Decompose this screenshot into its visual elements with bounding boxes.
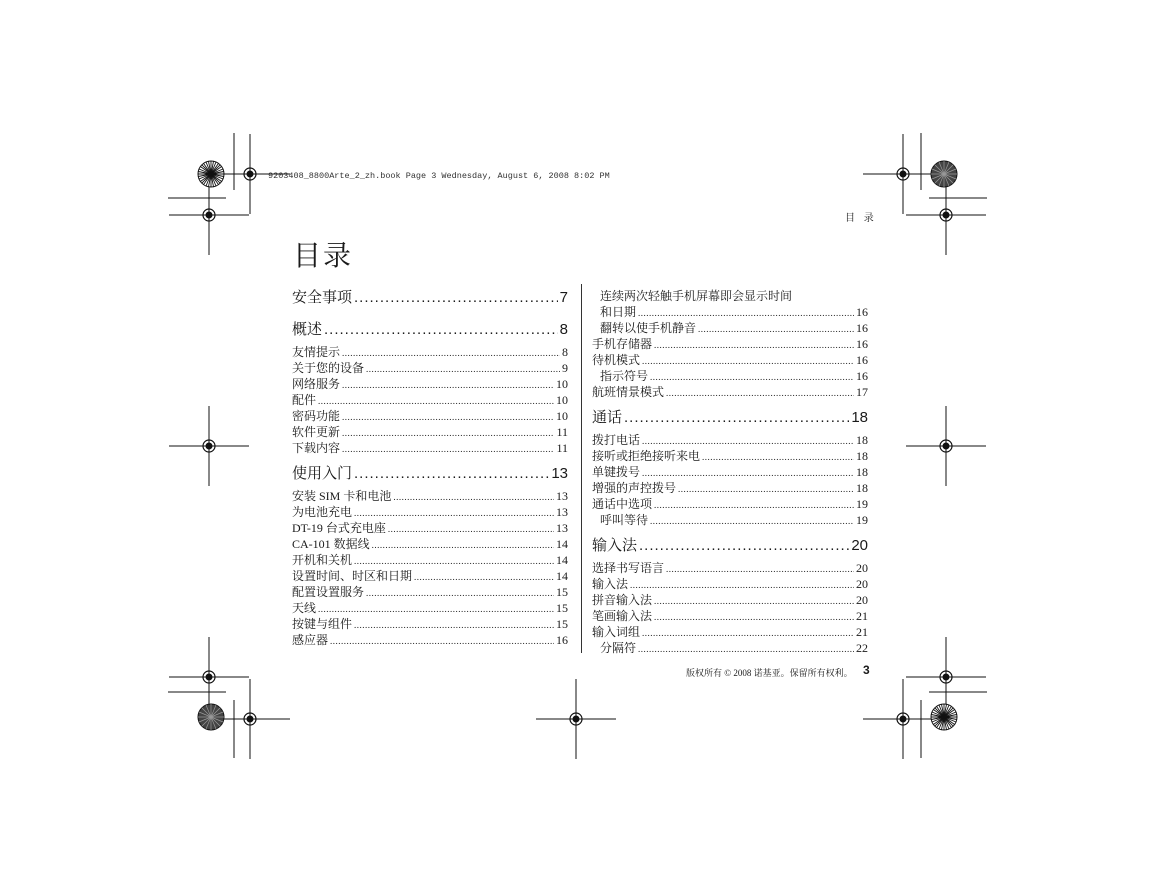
toc-chapter-title: 输入法 — [592, 537, 638, 554]
toc-entry-title: 拼音输入法 — [592, 593, 653, 607]
toc-leader — [642, 353, 854, 369]
toc-leader — [638, 305, 854, 321]
toc-entry[interactable] — [292, 376, 568, 392]
toc-page-number: 7 — [559, 289, 568, 306]
toc-page-number: 10 — [556, 409, 568, 423]
toc-entry[interactable] — [592, 624, 868, 640]
toc-leader — [354, 553, 554, 569]
toc-page-number: 9 — [562, 361, 568, 375]
toc-entry[interactable] — [592, 336, 868, 352]
toc-entry-title: 为电池充电 — [292, 505, 353, 519]
toc-page-number: 8 — [559, 321, 568, 338]
toc-page-number: 11 — [556, 441, 568, 455]
toc-entry[interactable] — [292, 568, 568, 584]
toc-entry[interactable] — [592, 592, 868, 608]
toc-leader — [666, 561, 854, 577]
toc-column-right — [592, 288, 868, 656]
toc-leader — [372, 537, 554, 553]
toc-entry-title: 拨打电话 — [592, 433, 641, 447]
toc-page-number: 13 — [551, 465, 568, 482]
toc-page-number: 16 — [556, 633, 568, 647]
toc-chapter-title: 通话 — [592, 409, 623, 426]
toc-entry[interactable] — [592, 480, 868, 496]
toc-page-number: 17 — [856, 385, 868, 399]
toc-leader — [702, 449, 854, 465]
toc-leader — [624, 408, 849, 428]
toc-entry[interactable] — [592, 304, 868, 320]
toc-page-number: 16 — [856, 305, 868, 319]
toc-entry-title: 软件更新 — [292, 425, 341, 439]
toc-entry-title: 输入词组 — [592, 625, 641, 639]
toc-entry[interactable] — [292, 584, 568, 600]
toc-entry[interactable] — [292, 616, 568, 632]
toc-entry[interactable] — [292, 488, 568, 504]
toc-chapter-title: 安全事项 — [292, 289, 353, 306]
toc-entry-title: 配件 — [292, 393, 317, 407]
toc-leader — [654, 593, 854, 609]
toc-leader — [318, 601, 554, 617]
toc-entry-title: 关于您的设备 — [292, 361, 365, 375]
toc-leader — [342, 377, 554, 393]
toc-leader — [698, 321, 854, 337]
toc-entry-title: 通话中选项 — [592, 497, 653, 511]
toc-entry[interactable] — [292, 424, 568, 440]
toc-page-number: 16 — [856, 353, 868, 367]
toc-leader — [639, 536, 849, 556]
toc-page-number: 15 — [556, 585, 568, 599]
toc-page-number: 20 — [856, 593, 868, 607]
toc-entry[interactable] — [292, 504, 568, 520]
toc-entry[interactable] — [592, 448, 868, 464]
toc-leader — [630, 577, 854, 593]
toc-leader — [393, 489, 554, 505]
toc-entry-title: 呼叫等待 — [600, 513, 649, 527]
toc-entry-line[interactable]: 连续两次轻触手机屏幕即会显示时间 — [600, 289, 793, 303]
toc-entry-title: CA-101 数据线 — [292, 537, 370, 551]
toc-page-number: 8 — [562, 345, 568, 359]
toc-entry[interactable] — [292, 536, 568, 552]
toc-chapter[interactable] — [292, 464, 568, 484]
toc-page-number: 10 — [556, 377, 568, 391]
toc-entry[interactable] — [292, 440, 568, 456]
page-number: 3 — [863, 663, 870, 677]
toc-entry-title: 下载内容 — [292, 441, 341, 455]
toc-entry[interactable] — [292, 360, 568, 376]
toc-leader — [342, 425, 554, 441]
toc-entry-title: 手机存储器 — [592, 337, 653, 351]
section-gap — [292, 456, 568, 464]
toc-page-number: 15 — [556, 601, 568, 615]
toc-leader — [666, 385, 854, 401]
toc-leader — [342, 409, 554, 425]
toc-entry-title: 航班情景模式 — [592, 385, 665, 399]
toc-entry[interactable] — [292, 552, 568, 568]
toc-chapter[interactable] — [292, 320, 568, 340]
toc-entry-title: 设置时间、时区和日期 — [292, 569, 413, 583]
toc-page-number: 14 — [556, 569, 568, 583]
toc-leader — [414, 569, 554, 585]
toc-leader — [318, 393, 554, 409]
toc-page-number: 16 — [856, 321, 868, 335]
toc-page-number: 22 — [856, 641, 868, 655]
toc-entry-title: 密码功能 — [292, 409, 341, 423]
toc-page-number: 21 — [856, 625, 868, 639]
toc-leader — [654, 609, 854, 625]
toc-leader — [366, 361, 560, 377]
section-gap — [592, 400, 868, 408]
toc-page-number: 18 — [856, 449, 868, 463]
toc-page-number: 18 — [856, 433, 868, 447]
toc-leader — [638, 641, 854, 657]
toc-entry[interactable] — [292, 392, 568, 408]
toc-entry-title: 网络服务 — [292, 377, 341, 391]
toc-leader — [342, 441, 554, 457]
toc-entry-title: 和日期 — [600, 305, 637, 319]
toc-chapter[interactable] — [592, 408, 868, 428]
toc-entry[interactable] — [592, 576, 868, 592]
section-gap — [592, 528, 868, 536]
toc-leader — [354, 617, 554, 633]
toc-entry-title: 单键拨号 — [592, 465, 641, 479]
toc-leader — [388, 521, 554, 537]
toc-leader — [342, 345, 560, 361]
toc-entry-title: 待机模式 — [592, 353, 641, 367]
toc-entry[interactable] — [292, 600, 568, 616]
page-title: 目录 — [293, 240, 354, 271]
toc-page-number: 20 — [856, 577, 868, 591]
toc-page-number: 18 — [851, 409, 868, 426]
toc-leader — [354, 505, 554, 521]
toc-entry[interactable] — [592, 608, 868, 624]
toc-leader — [324, 320, 558, 340]
toc-chapter[interactable] — [592, 536, 868, 556]
toc-entry[interactable] — [292, 632, 568, 648]
toc-entry[interactable] — [292, 408, 568, 424]
toc-page-number: 19 — [856, 497, 868, 511]
toc-entry-title: 天线 — [292, 601, 317, 615]
toc-entry-title: 感应器 — [292, 633, 329, 647]
toc-entry[interactable] — [592, 560, 868, 576]
toc-page-number: 10 — [556, 393, 568, 407]
toc-leader — [354, 288, 558, 308]
toc-page-number: 16 — [856, 337, 868, 351]
toc-page-number: 13 — [556, 489, 568, 503]
toc-leader — [642, 433, 854, 449]
toc-chapter-title: 使用入门 — [292, 465, 353, 482]
toc-leader — [366, 585, 554, 601]
toc-entry-title: 友情提示 — [292, 345, 341, 359]
toc-entry-title: 笔画输入法 — [592, 609, 653, 623]
toc-entry-title: 按键与组件 — [292, 617, 353, 631]
print-file-header: 9203408_8800Arte_2_zh.book Page 3 Wednesday, August 6, 2008 8:02 PM — [268, 171, 610, 181]
toc-page-number: 19 — [856, 513, 868, 527]
toc-chapter-title: 概述 — [292, 321, 323, 338]
toc-entry[interactable] — [592, 496, 868, 512]
toc-leader — [650, 369, 854, 385]
toc-leader — [650, 513, 854, 529]
toc-subentry[interactable] — [592, 368, 868, 384]
toc-entry-title: 安装 SIM 卡和电池 — [292, 489, 392, 503]
toc-leader — [654, 337, 854, 353]
toc-entry-title: 指示符号 — [600, 369, 649, 383]
toc-page-number: 14 — [556, 553, 568, 567]
section-gap — [292, 312, 568, 320]
toc-leader — [642, 625, 854, 641]
footer-copyright: 版权所有 © 2008 诺基亚。保留所有权利。 — [686, 668, 853, 678]
toc-entry[interactable] — [592, 432, 868, 448]
toc-leader — [642, 465, 854, 481]
toc-page-number: 13 — [556, 521, 568, 535]
toc-page-number: 11 — [556, 425, 568, 439]
toc-entry[interactable] — [592, 352, 868, 368]
toc-entry-title: 配置设置服务 — [292, 585, 365, 599]
toc-subentry[interactable] — [592, 320, 868, 336]
toc-entry-title: 选择书写语言 — [592, 561, 665, 575]
toc-page-number: 14 — [556, 537, 568, 551]
toc-page-number: 18 — [856, 465, 868, 479]
toc-entry-title: 开机和关机 — [292, 553, 353, 567]
toc-leader — [354, 464, 549, 484]
toc-entry[interactable] — [592, 464, 868, 480]
toc-entry-title: 分隔符 — [600, 641, 637, 655]
toc-entry[interactable] — [592, 384, 868, 400]
toc-page-number: 18 — [856, 481, 868, 495]
toc-page-number: 21 — [856, 609, 868, 623]
toc-page-number: 13 — [556, 505, 568, 519]
toc-page-number: 20 — [856, 561, 868, 575]
section-label: 目 录 — [845, 213, 877, 224]
toc-leader — [678, 481, 854, 497]
toc-page-number: 20 — [851, 537, 868, 554]
toc-entry-title: DT-19 台式充电座 — [292, 521, 386, 535]
toc-column-left — [292, 288, 568, 648]
toc-page-number: 15 — [556, 617, 568, 631]
toc-entry-title: 输入法 — [592, 577, 629, 591]
toc-page-number: 16 — [856, 369, 868, 383]
toc-chapter[interactable] — [292, 288, 568, 308]
toc-entry-title: 增强的声控拨号 — [592, 481, 677, 495]
toc-entry[interactable] — [292, 344, 568, 360]
toc-entry-title: 翻转以使手机静音 — [600, 321, 697, 335]
toc-subentry[interactable] — [592, 640, 868, 656]
toc-entry[interactable] — [292, 520, 568, 536]
toc-entry-title: 接听或拒绝接听来电 — [592, 449, 701, 463]
toc-leader — [330, 633, 554, 649]
toc-subentry[interactable] — [592, 512, 868, 528]
column-divider — [581, 284, 582, 653]
toc-leader — [654, 497, 854, 513]
